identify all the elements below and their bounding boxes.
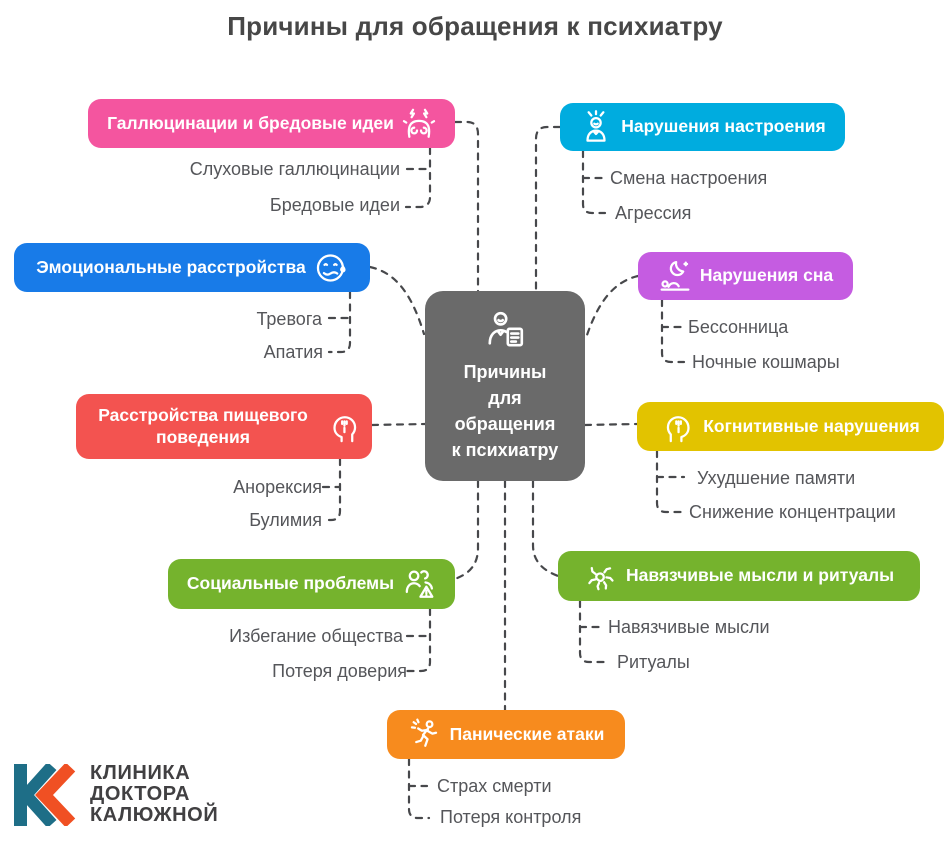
drop-panic [409, 759, 429, 818]
child-loss-of-control: Потеря контроля [440, 807, 582, 827]
child-apathy: Апатия [263, 342, 323, 362]
center-node [425, 291, 585, 481]
mood-person-icon [579, 110, 613, 144]
child-obsessive-thoughts: Навязчивые мысли [608, 617, 770, 637]
branch-emotional-label: Эмоциональные расстройства [36, 256, 306, 277]
connector-hallucinations-center [455, 122, 478, 291]
drop-emotional [329, 292, 350, 352]
child-aggression: Агрессия [615, 203, 692, 223]
drop-sleep [662, 300, 686, 362]
child-trust-loss: Потеря доверия [272, 661, 407, 681]
child-nightmares: Ночные кошмары [692, 352, 840, 372]
branch-sleep [638, 252, 853, 300]
people-warning-icon [402, 567, 436, 601]
clinic-logo [14, 763, 218, 826]
branch-obsessive-label: Навязчивые мысли и ритуалы [625, 565, 895, 586]
branch-mood [560, 103, 845, 151]
child-auditory-hallucinations: Слуховые галлюцинации [189, 159, 400, 179]
clinic-logo-text: КЛИНИКА ДОКТОРА КАЛЮЖНОЙ [90, 762, 219, 826]
child-anorexia: Анорексия [233, 477, 322, 497]
child-bulimia: Булимия [249, 510, 322, 530]
branch-panic-label: Панические атаки [449, 723, 605, 744]
child-fear-of-death: Страх смерти [437, 776, 552, 796]
branch-hallucinations-label: Галлюцинации и бредовые идеи [107, 112, 394, 133]
branch-hallucinations [88, 99, 455, 148]
psychiatrist-document-icon [482, 309, 528, 351]
connector-emotional-center [370, 267, 424, 334]
drop-social [407, 609, 430, 671]
child-mood-swings: Смена настроения [610, 168, 768, 188]
drop-mood [583, 151, 605, 213]
branch-mood-label: Нарушения настроения [621, 116, 826, 137]
child-social-avoidance: Избегание общества [229, 626, 403, 646]
child-rituals: Ритуалы [617, 652, 690, 672]
connector-cognitive-center [585, 424, 637, 425]
child-memory-decline: Ухудшение памяти [697, 468, 856, 488]
child-insomnia: Бессонница [688, 317, 789, 337]
child-concentration-decline: Снижение концентрации [689, 502, 896, 522]
branch-social [168, 559, 455, 609]
eating-head-fork-icon [328, 410, 362, 444]
drop-eating [323, 459, 340, 520]
branch-eating [76, 394, 372, 459]
drop-hallucinations [406, 148, 430, 207]
sleep-moon-icon [658, 259, 692, 293]
hallucinating-head-icon [402, 107, 436, 141]
branch-obsessive [558, 551, 920, 601]
split-emotion-face-icon [314, 251, 348, 285]
drop-obsessive [580, 601, 604, 662]
branch-emotional [14, 243, 370, 292]
center-node-label: Причины для обращения к психиатру [451, 361, 559, 461]
child-anxiety: Тревога [256, 309, 322, 329]
drop-cognitive [657, 451, 686, 512]
connector-social-center [455, 481, 478, 579]
branch-sleep-label: Нарушения сна [699, 265, 834, 286]
branch-social-label: Социальные проблемы [186, 573, 395, 594]
branch-eating-label: Расстройства пищевого поведения [98, 404, 308, 447]
connector-obsessive-center [533, 481, 558, 576]
child-delusions: Бредовые идеи [269, 195, 400, 215]
page-title: Причины для обращения к психиатру [227, 11, 723, 41]
connector-mood-center [536, 127, 560, 291]
connector-sleep-center [586, 276, 638, 338]
branch-cognitive [637, 402, 944, 451]
clinic-logo-mark [14, 764, 77, 826]
cognitive-head-fork-icon [661, 410, 695, 444]
connector-eating-center [372, 424, 425, 425]
tangled-thoughts-icon [584, 559, 618, 593]
panic-running-icon [408, 718, 442, 752]
branch-cognitive-label: Когнитивные нарушения [703, 415, 920, 436]
branch-panic [387, 710, 625, 759]
